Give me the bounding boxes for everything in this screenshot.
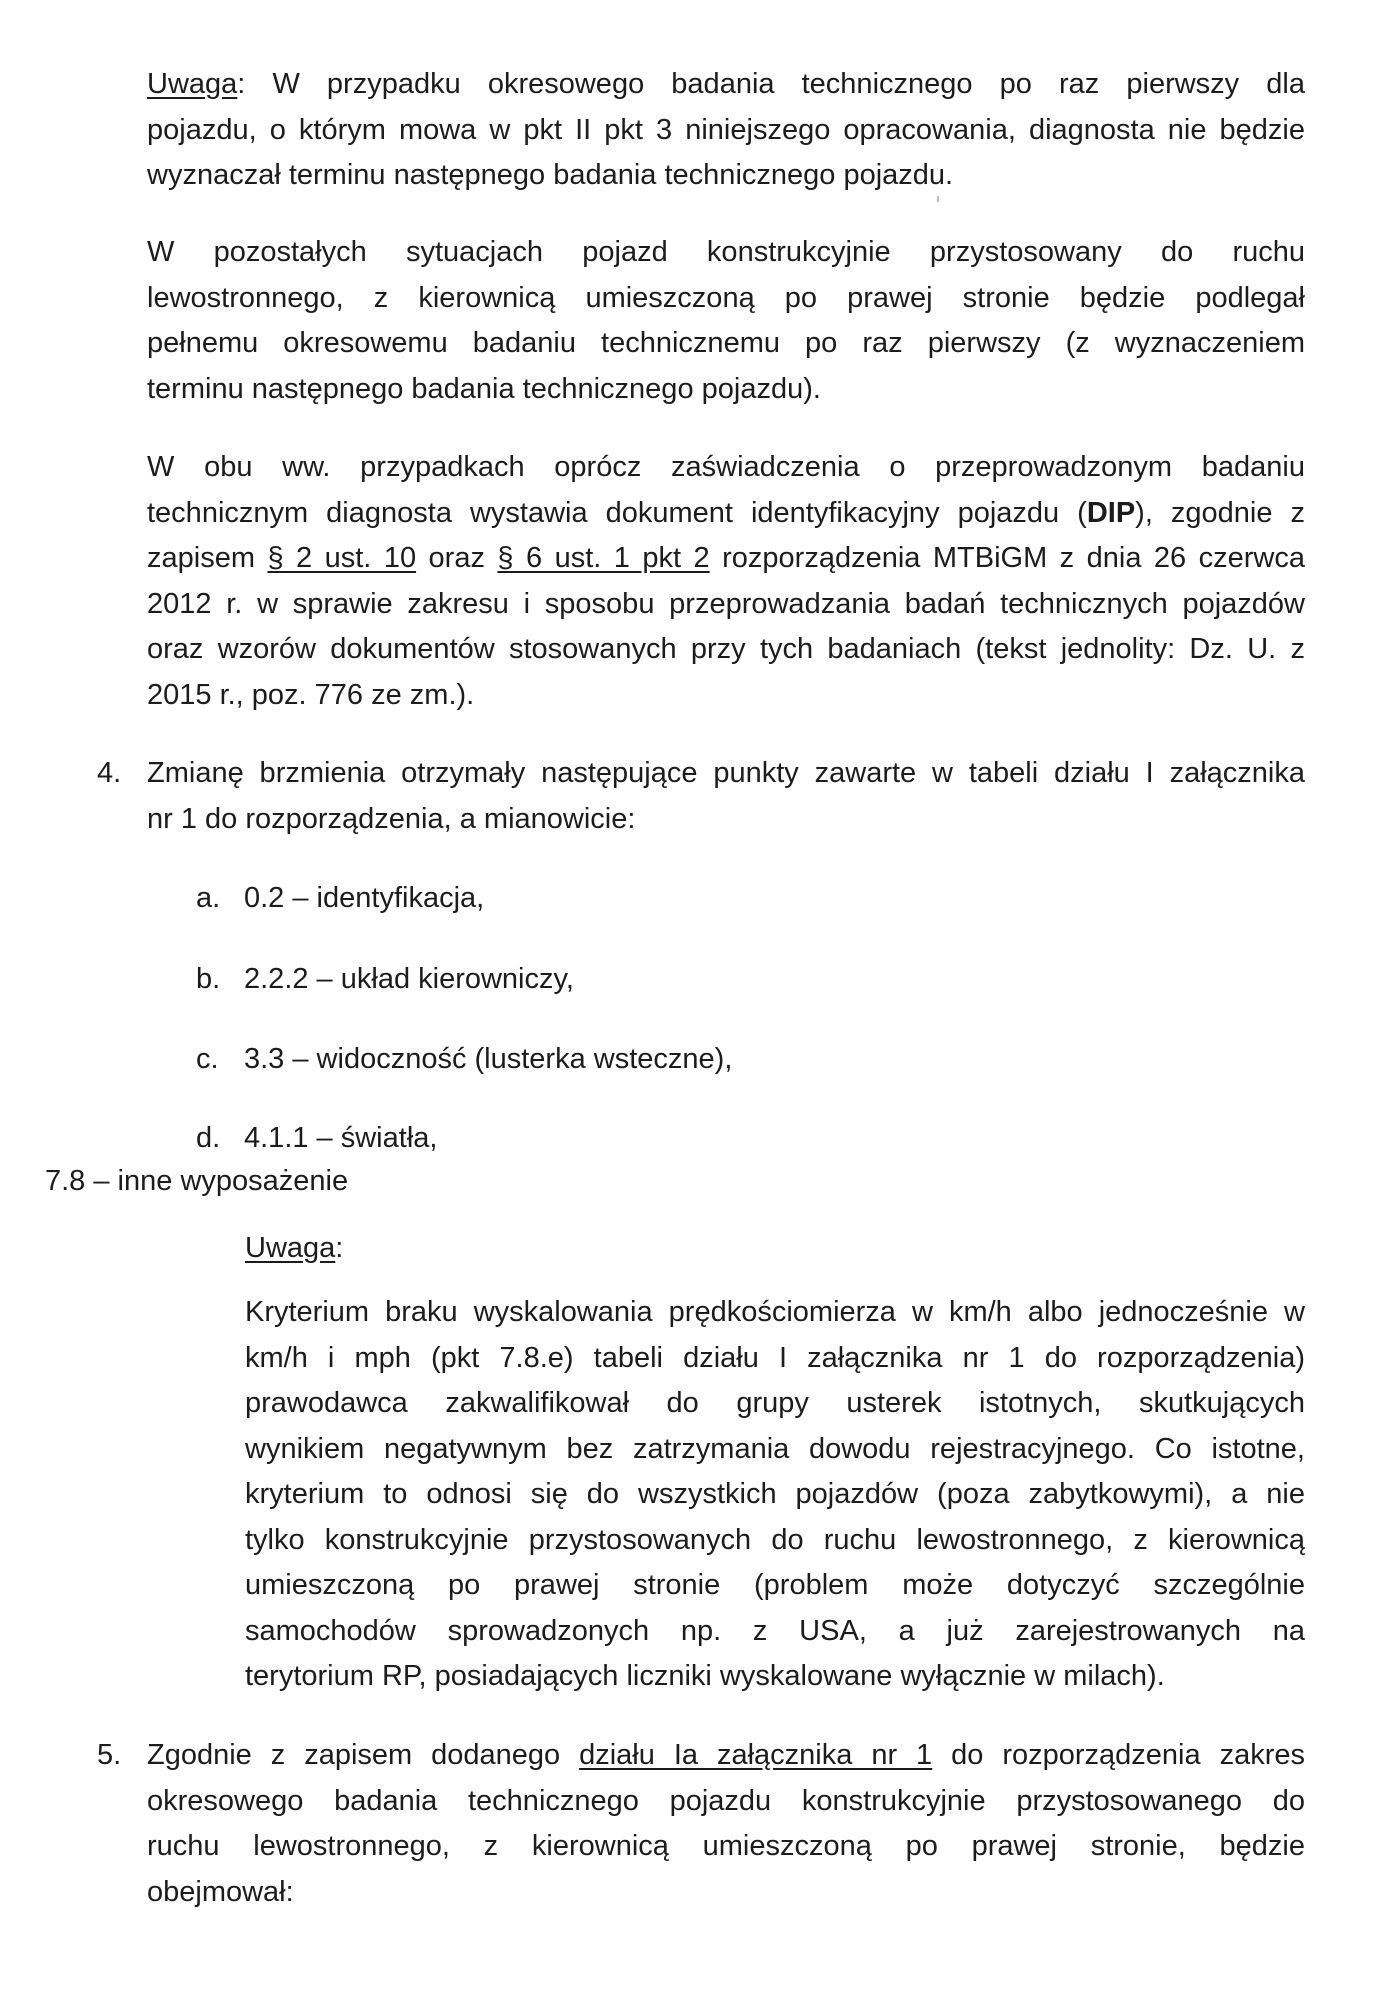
text-line: oraz wzorów dokumentów stosowanych przy tych badaniach (tekst jednolity: Dz. U. z <box>147 633 1305 665</box>
note-line: samochodów sprowadzonych np. z USA, a już zarejestrowanych na <box>245 1614 1305 1647</box>
text-line: Zgodnie z zapisem dodanego działu Ia załącznika nr 1 do rozporządzenia zakres <box>147 1739 1305 1771</box>
note-line: prawodawca zakwalifikował do grupy usterek istotnych, skutkujących <box>245 1387 1305 1419</box>
sub-item-a: a. 0.2 – identyfikacja, <box>196 882 485 914</box>
text-line: okresowego badania technicznego pojazdu konstrukcyjnie przystosowanego do <box>147 1784 1305 1817</box>
text-line: W obu ww. przypadkach oprócz zaświadczenia o przeprowadzonym badaniu <box>147 451 1305 483</box>
text-line: 2012 r. w sprawie zakresu i sposobu przeprowadzania badań technicznych pojazdów <box>147 587 1305 620</box>
text-line: terminu następnego badania technicznego pojazdu). <box>147 372 821 405</box>
text-line: Zmianę brzmienia otrzymały następujące punkty zawarte w tabeli działu I załącznika <box>147 757 1305 789</box>
sub-item-c: c. 3.3 – widoczność (lusterka wsteczne), <box>196 1043 733 1075</box>
text-line: obejmował: <box>147 1875 294 1908</box>
note-paragraph-2 <box>245 1290 1305 1700</box>
note-line: Uwaga: W przypadku okresowego badania technicznego po raz pierwszy dla <box>147 68 1305 100</box>
text-line: lewostronnego, z kierownicą umieszczoną po prawej stronie będzie podlegał <box>147 281 1305 314</box>
dip-abbreviation: DIP <box>1086 496 1136 529</box>
sub-item-d: d. 4.1.1 – światła, <box>196 1122 438 1154</box>
text-line: W pozostałych sytuacjach pojazd konstrukcyjnie przystosowany do ruchu <box>147 236 1305 268</box>
note-line: terytorium RP, posiadających liczniki wyskalowane wyłącznie w milach). <box>245 1660 1165 1692</box>
text-line: nr 1 do rozporządzenia, a mianowicie: <box>147 802 636 835</box>
paragraph-dip <box>147 445 1305 718</box>
note-heading: Uwaga: <box>245 1232 344 1264</box>
list-item-4 <box>147 751 1305 842</box>
text-line: ruchu lewostronnego, z kierownicą umieszczoną po prawej stronie, będzie <box>147 1830 1305 1862</box>
list-number: 4. <box>97 757 122 789</box>
note-line: wyznaczał terminu następnego badania technicznego pojazdu. <box>147 159 954 191</box>
scan-speck <box>937 196 939 202</box>
note-paragraph-1 <box>147 62 1305 199</box>
note-label: Uwaga <box>147 68 238 100</box>
note-line: wynikiem negatywnym bez zatrzymania dowodu rejestracyjnego. Co istotne, <box>245 1432 1305 1465</box>
paragraph-other-situations <box>147 230 1305 412</box>
note-line: kryterium to odnosi się do wszystkich pojazdów (poza zabytkowymi), a nie <box>245 1478 1305 1510</box>
note-line: Kryterium braku wyskalowania prędkościomierza w km/h albo jednocześnie w <box>245 1296 1305 1328</box>
note-line: umieszczoną po prawej stronie (problem może dotyczyć szczególnie <box>245 1569 1305 1601</box>
sub-item-b: b. 2.2.2 – układ kierowniczy, <box>196 963 574 995</box>
text-line: pełnemu okresowemu badaniu technicznemu po raz pierwszy (z wyznaczeniem <box>147 327 1305 359</box>
legal-reference-link[interactable]: § 2 ust. 10 <box>267 542 417 574</box>
list-number: 5. <box>97 1739 122 1771</box>
note-line: tylko konstrukcyjnie przystosowanych do ruchu lewostronnego, z kierownicą <box>245 1523 1305 1556</box>
note-line: pojazdu, o którym mowa w pkt II pkt 3 niniejszego opracowania, diagnosta nie będzie <box>147 113 1305 146</box>
list-item-5 <box>147 1733 1305 1915</box>
text-line: 2015 r., poz. 776 ze zm.). <box>147 678 475 711</box>
text-line: zapisem § 2 ust. 10 oraz § 6 ust. 1 pkt 2 rozporządzenia MTBiGM z dnia 26 czerwca <box>147 542 1305 574</box>
text-line: technicznym diagnosta wystawia dokument identyfikacyjny pojazdu (DIP), zgodnie z <box>147 496 1305 529</box>
note-line: km/h i mph (pkt 7.8.e) tabeli działu I załącznika nr 1 do rozporządzenia) <box>245 1341 1305 1374</box>
sub-item-extra: 7.8 – inne wyposażenie <box>45 1165 349 1197</box>
legal-reference-link[interactable]: § 6 ust. 1 pkt 2 <box>497 542 710 574</box>
legal-reference-link[interactable]: działu Ia załącznika nr 1 <box>579 1739 933 1771</box>
